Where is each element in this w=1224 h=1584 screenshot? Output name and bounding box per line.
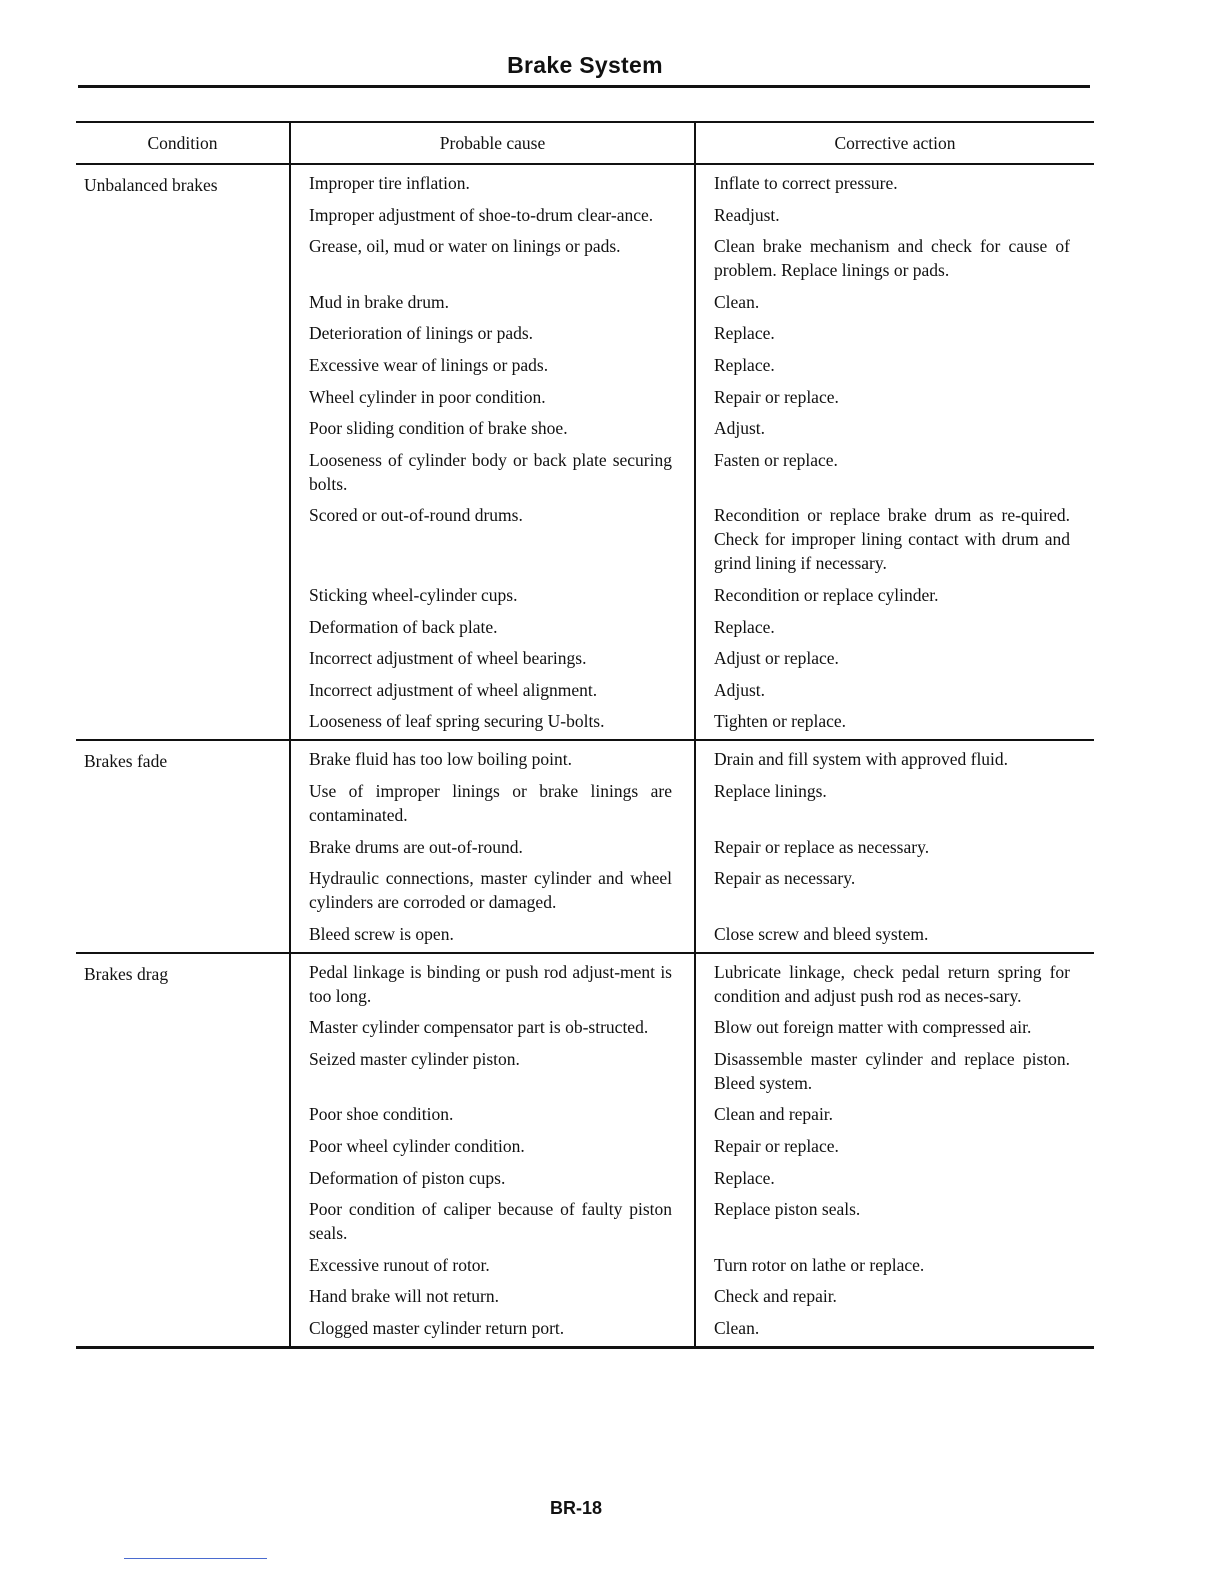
probable-cause-cell: [290, 953, 695, 1348]
probable-cause-item: Scored or out-of-round drums.: [309, 505, 523, 526]
corrective-action-item: Tighten or replace.: [714, 711, 847, 732]
corrective-action-item: Recondition or replace brake drum as re-quired. Check for improper lining contact with drum and grind lining if necessary.: [714, 505, 1070, 574]
probable-cause-item: Grease, oil, mud or water on linings or pads.: [309, 236, 621, 257]
corrective-action-item: Repair or replace.: [714, 386, 839, 407]
corrective-action-item: Clean.: [714, 291, 760, 312]
corrective-action-item: Repair or replace as necessary.: [714, 836, 930, 857]
probable-cause-item: Hand brake will not return.: [309, 1286, 500, 1307]
condition-label: Brakes drag: [84, 963, 169, 984]
corrective-action-cell: [695, 740, 1094, 952]
condition-group: [76, 164, 1094, 740]
probable-cause-cell: [290, 740, 695, 952]
probable-cause-item: Deformation of back plate.: [309, 616, 498, 637]
probable-cause-item: Hydraulic connections, master cylinder and wheel cylinders are corroded or damaged.: [309, 868, 672, 913]
probable-cause-item: Poor sliding condition of brake shoe.: [309, 418, 568, 439]
corrective-action-item: Readjust.: [714, 204, 780, 225]
title-rule: [78, 85, 1090, 88]
probable-cause-item: Looseness of leaf spring securing U-bolts.: [309, 711, 605, 732]
table-row: [76, 953, 1094, 1348]
troubleshooting-table-wrapper: [76, 121, 1094, 1349]
footer-link-rule: [124, 1558, 267, 1559]
corrective-action-item: Adjust or replace.: [714, 648, 839, 669]
corrective-action-item: Lubricate linkage, check pedal return spring for condition and adjust push rod as neces-sary.: [714, 961, 1070, 1006]
corrective-action-item: Repair as necessary.: [714, 868, 856, 889]
corrective-action-item: Clean.: [714, 1318, 760, 1339]
corrective-action-item: Close screw and bleed system.: [714, 923, 929, 944]
probable-cause-item: Sticking wheel-cylinder cups.: [309, 584, 518, 605]
corrective-action-item: Clean and repair.: [714, 1104, 834, 1125]
page-number: BR-18: [549, 1498, 602, 1518]
corrective-action-item: Replace.: [714, 616, 775, 637]
condition-cell: [76, 164, 290, 740]
probable-cause-item: Improper adjustment of shoe-to-drum clear-ance.: [309, 204, 654, 225]
probable-cause-item: Excessive runout of rotor.: [309, 1254, 490, 1275]
table-header: [76, 122, 1094, 164]
probable-cause-item: Brake drums are out-of-round.: [309, 836, 523, 857]
probable-cause-cell: [290, 164, 695, 740]
probable-cause-item: Use of improper linings or brake linings are contaminated.: [309, 780, 672, 825]
probable-cause-item: Brake fluid has too low boiling point.: [309, 749, 572, 770]
corrective-action-item: Replace.: [714, 1167, 775, 1188]
condition-cell: [76, 953, 290, 1348]
corrective-action-item: Check and repair.: [714, 1286, 837, 1307]
corrective-action-item: Replace.: [714, 323, 775, 344]
corrective-action-item: Replace piston seals.: [714, 1199, 861, 1220]
probable-cause-item: Clogged master cylinder return port.: [309, 1318, 565, 1339]
probable-cause-item: Poor wheel cylinder condition.: [309, 1136, 525, 1157]
probable-cause-item: Poor condition of caliper because of faulty piston seals.: [309, 1199, 672, 1244]
probable-cause-item: Pedal linkage is binding or push rod adjust-ment is too long.: [309, 961, 672, 1006]
probable-cause-item: Deformation of piston cups.: [309, 1167, 506, 1188]
probable-cause-item: Looseness of cylinder body or back plate securing bolts.: [309, 449, 672, 494]
condition-label: Brakes fade: [84, 751, 168, 772]
corrective-action-item: Replace.: [714, 354, 775, 375]
table-row: [76, 740, 1094, 952]
probable-cause-item: Excessive wear of linings or pads.: [309, 354, 549, 375]
corrective-action-cell: [695, 953, 1094, 1348]
corrective-action-item: Repair or replace.: [714, 1136, 839, 1157]
probable-cause-item: Improper tire inflation.: [309, 173, 470, 193]
header-probable-cause: Probable cause: [290, 122, 695, 164]
probable-cause-item: Deterioration of linings or pads.: [309, 323, 534, 344]
table-header-row: [76, 122, 1094, 164]
condition-group: [76, 740, 1094, 952]
header-corrective-action: Corrective action: [695, 122, 1094, 164]
probable-cause-item: Incorrect adjustment of wheel bearings.: [309, 648, 587, 669]
condition-cell: [76, 740, 290, 952]
corrective-action-item: Disassemble master cylinder and replace piston. Bleed system.: [714, 1048, 1070, 1093]
header-condition: Condition: [147, 132, 218, 153]
corrective-action-cell: [695, 164, 1094, 740]
corrective-action-item: Adjust.: [714, 679, 766, 700]
corrective-action-item: Drain and fill system with approved fluid.: [714, 749, 1009, 770]
corrective-action-item: Turn rotor on lathe or replace.: [714, 1254, 925, 1275]
table-row: [76, 164, 1094, 740]
probable-cause-item: Bleed screw is open.: [309, 923, 454, 944]
probable-cause-item: Seized master cylinder piston.: [309, 1048, 520, 1069]
page-title: Brake System: [507, 52, 663, 78]
corrective-action-item: Recondition or replace cylinder.: [714, 584, 939, 605]
corrective-action-item: Blow out foreign matter with compressed air.: [714, 1017, 1032, 1038]
troubleshooting-table: [76, 121, 1094, 1349]
probable-cause-item: Master cylinder compensator part is ob-structed.: [309, 1017, 649, 1038]
condition-label: Unbalanced brakes: [84, 175, 218, 195]
corrective-action-item: Replace linings.: [714, 780, 827, 801]
corrective-action-item: Fasten or replace.: [714, 449, 838, 470]
corrective-action-item: Adjust.: [714, 418, 766, 439]
probable-cause-item: Incorrect adjustment of wheel alignment.: [309, 679, 598, 700]
probable-cause-item: Wheel cylinder in poor condition.: [309, 386, 546, 407]
probable-cause-item: Mud in brake drum.: [309, 291, 449, 312]
condition-group: [76, 953, 1094, 1348]
probable-cause-item: Poor shoe condition.: [309, 1104, 454, 1125]
corrective-action-item: Inflate to correct pressure.: [714, 173, 898, 193]
corrective-action-item: Clean brake mechanism and check for cause of problem. Replace linings or pads.: [714, 236, 1070, 281]
